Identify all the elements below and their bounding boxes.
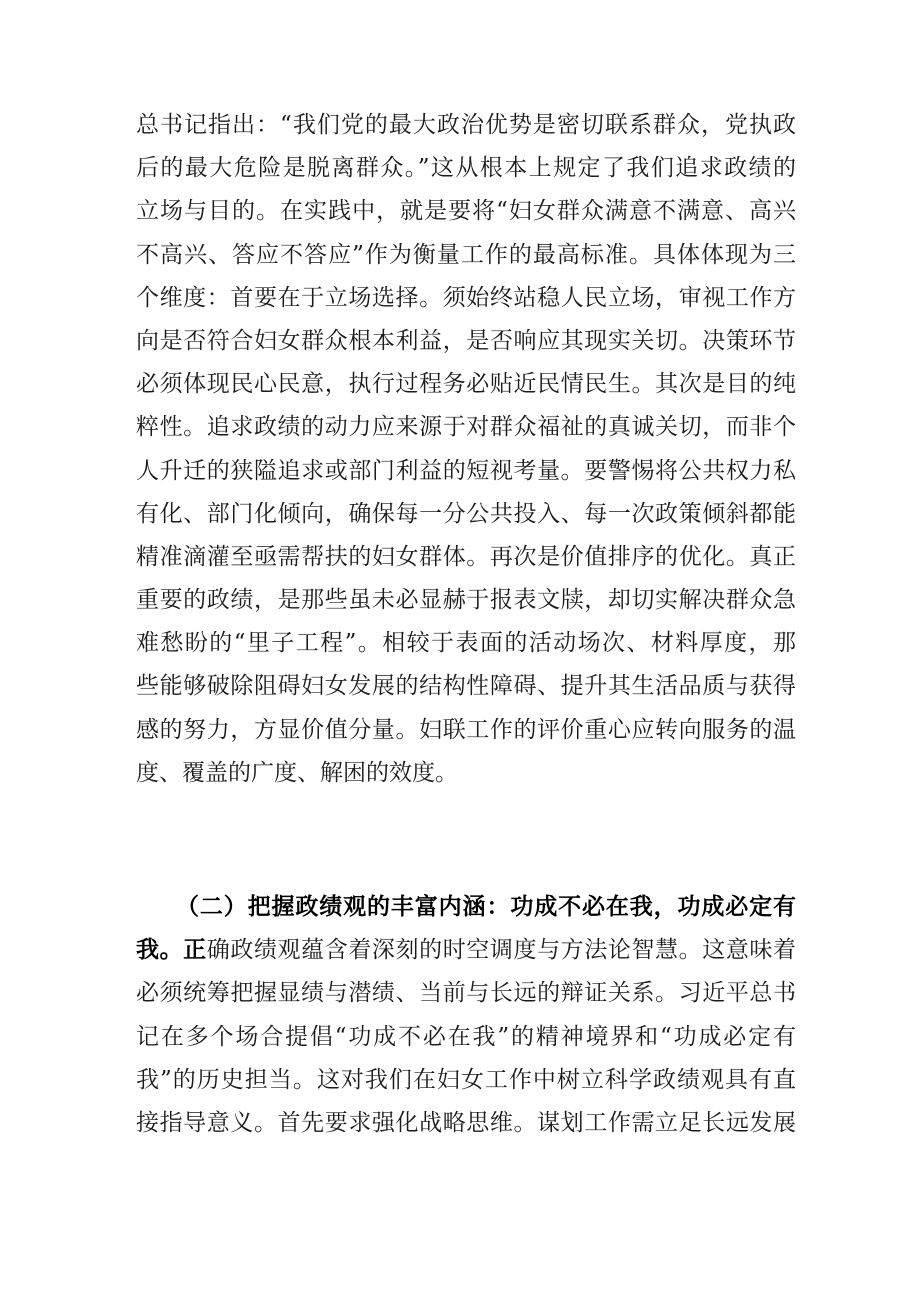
paragraph-line: 必须统筹把握显绩与潜绩、当前与长远的辩证关系。习近平总书 — [136, 980, 796, 1007]
paragraph-line: 有化、部门化倾向，确保每一分公共投入、每一次政策倾斜都能 — [136, 500, 796, 527]
paragraph-2 — [136, 886, 796, 1145]
paragraph-line: 些能够破除阻碍妇女发展的结构性障碍、提升其生活品质与获得 — [136, 673, 796, 700]
paragraph-line: 个维度：首要在于立场选择。须始终站稳人民立场，审视工作方 — [136, 284, 796, 311]
paragraph-line: 感的努力，方显价值分量。妇联工作的评价重心应转向服务的温 — [136, 716, 796, 743]
paragraph-line: 不高兴、答应不答应”作为衡量工作的最高标准。具体体现为三 — [136, 241, 796, 268]
paragraph-line: 人升迁的狭隘追求或部门利益的短视考量。要警惕将公共权力私 — [136, 457, 796, 484]
section-heading-tail: 我。正 — [136, 937, 207, 964]
paragraph-line: 后的最大危险是脱离群众。”这从根本上规定了我们追求政绩的 — [136, 155, 796, 182]
paragraph-line: 难愁盼的“里子工程”。相较于表面的活动场次、材料厚度，那 — [136, 630, 796, 657]
paragraph-text: 确政绩观蕴含着深刻的时空调度与方法论智慧。这意味着 — [206, 937, 797, 964]
paragraph-line — [136, 929, 796, 972]
paragraph-line: 必须体现民心民意，执行过程务必贴近民情民生。其次是目的纯 — [136, 371, 796, 398]
paragraph-line: 我”的历史担当。这对我们在妇女工作中树立科学政绩观具有直 — [136, 1066, 796, 1093]
paragraph-line: 总书记指出：“我们党的最大政治优势是密切联系群众，党执政 — [136, 112, 796, 138]
paragraph-line: 重要的政绩，是那些虽未必显赫于报表文牍，却切实解决群众急 — [136, 587, 796, 614]
paragraph-1 — [136, 104, 796, 795]
paragraph-line: 立场与目的。在实践中，就是要将“妇女群众满意不满意、高兴 — [136, 198, 796, 225]
section-heading: （二）把握政绩观的丰富内涵：功成不必在我，功成必定有 — [176, 894, 796, 920]
paragraph-line: 粹性。追求政绩的动力应来源于对群众福祉的真诚关切，而非个 — [136, 414, 796, 441]
paragraph-line: 度、覆盖的广度、解困的效度。 — [136, 759, 458, 786]
paragraph-line: 精准滴灌至亟需帮扶的妇女群体。再次是价值排序的优化。真正 — [136, 543, 796, 570]
paragraph-line: 向是否符合妇女群众根本利益，是否响应其现实关切。决策环节 — [136, 327, 796, 354]
paragraph-line: 接指导意义。首先要求强化战略思维。谋划工作需立足长远发展 — [136, 1109, 796, 1136]
paragraph-line: 记在多个场合提倡“功成不必在我”的精神境界和“功成必定有 — [136, 1023, 796, 1050]
